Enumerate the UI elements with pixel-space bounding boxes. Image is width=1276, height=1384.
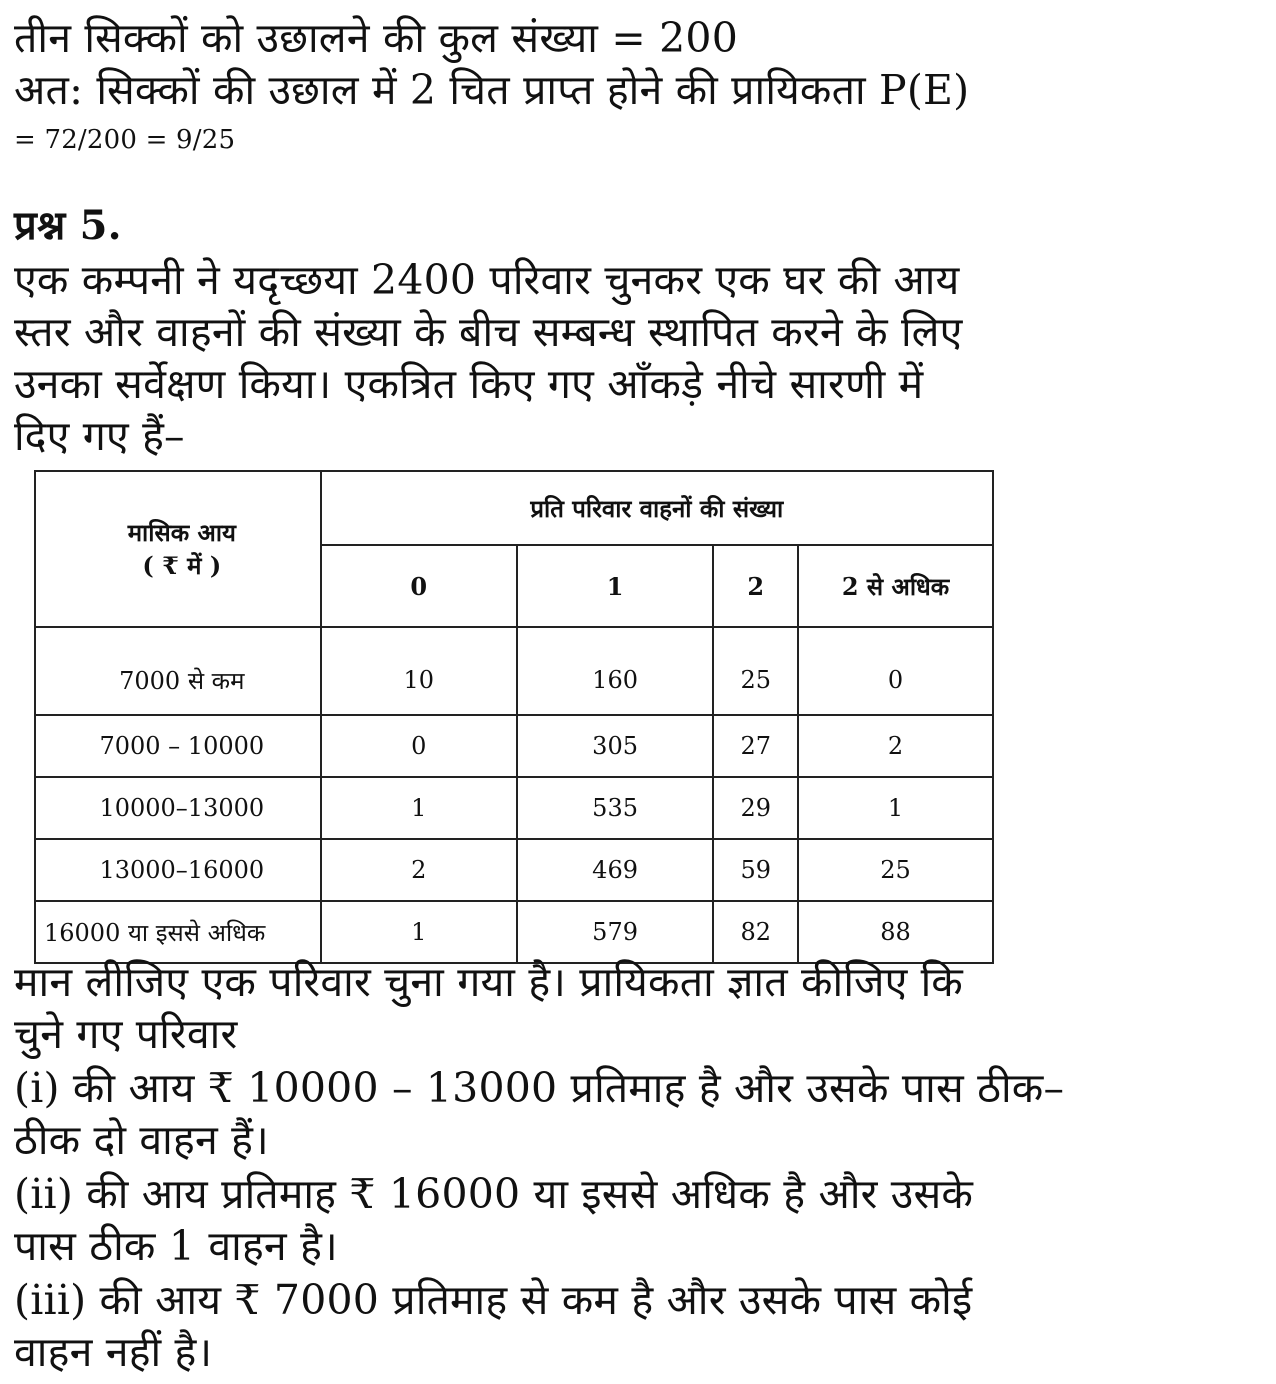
row-header-label: मासिक आय [127, 518, 236, 547]
question-para-line-1: एक कम्पनी ने यदृच्छया 2400 परिवार चुनकर एक घर की आय [14, 256, 960, 304]
table-cell: 27 [713, 715, 798, 777]
row-label: 7000 – 10000 [35, 715, 321, 777]
part-ii-line-1: (ii) की आय प्रतिमाह ₹ 16000 या इससे अधिक है और उसके [14, 1170, 974, 1218]
row-header-cell [35, 471, 321, 627]
part-ii-line-2: पास ठीक 1 वाहन है। [14, 1222, 338, 1270]
intro-line-fraction: = 72/200 = 9/25 [14, 125, 236, 155]
intro-line-probability: अत: सिक्कों की उछाल में 2 चित प्राप्त होने की प्रायिकता P(E) [14, 66, 970, 114]
table-cell: 1 [321, 777, 517, 839]
question-para-line-4: दिए गए हैं– [14, 412, 185, 460]
question-para-line-2: स्तर और वाहनों की संख्या के बीच सम्बन्ध स्थापित करने के लिए [14, 308, 963, 356]
table-row [35, 777, 993, 839]
table-cell: 579 [517, 901, 714, 963]
row-header-unit: ( ₹ में ) [142, 551, 222, 580]
after-line-2: चुने गए परिवार [14, 1010, 238, 1058]
income-vehicle-table [34, 470, 994, 964]
table-cell: 1 [798, 777, 993, 839]
table-cell: 1 [321, 901, 517, 963]
table-cell: 2 [321, 839, 517, 901]
table-cell: 25 [713, 627, 798, 715]
table-cell: 0 [798, 627, 993, 715]
row-label: 13000–16000 [35, 839, 321, 901]
part-iii-line-1: (iii) की आय ₹ 7000 प्रतिमाह से कम है और उसके पास कोई [14, 1276, 973, 1324]
table-cell: 535 [517, 777, 714, 839]
table-cell: 10 [321, 627, 517, 715]
table-cell: 305 [517, 715, 714, 777]
part-i-line-2: ठीक दो वाहन हैं। [14, 1116, 269, 1164]
row-label: 7000 से कम [35, 627, 321, 715]
row-label: 16000 या इससे अधिक [35, 901, 321, 963]
table-cell: 0 [321, 715, 517, 777]
table-cell: 2 [798, 715, 993, 777]
table-cell: 29 [713, 777, 798, 839]
question-heading: प्रश्न 5. [14, 202, 122, 249]
table-cell: 59 [713, 839, 798, 901]
table-cell: 25 [798, 839, 993, 901]
table-cell: 160 [517, 627, 714, 715]
column-header-2: 2 [713, 545, 798, 627]
table-row [35, 901, 993, 963]
part-i-line-1: (i) की आय ₹ 10000 – 13000 प्रतिमाह है और उसके पास ठीक– [14, 1064, 1065, 1112]
column-header-1: 1 [517, 545, 714, 627]
table-row [35, 839, 993, 901]
intro-line-total-tosses: तीन सिक्कों को उछालने की कुल संख्या = 200 [14, 14, 738, 62]
table-row [35, 627, 993, 715]
question-para-line-3: उनका सर्वेक्षण किया। एकत्रित किए गए आँकड़े नीचे सारणी में [14, 360, 924, 408]
after-line-1: मान लीजिए एक परिवार चुना गया है। प्रायिकता ज्ञात कीजिए कि [14, 958, 963, 1006]
column-header-0: 0 [321, 545, 517, 627]
table-cell: 82 [713, 901, 798, 963]
group-header: प्रति परिवार वाहनों की संख्या [321, 471, 993, 545]
row-label: 10000–13000 [35, 777, 321, 839]
part-iii-line-2: वाहन नहीं है। [14, 1328, 213, 1376]
column-header-more-than-2: 2 से अधिक [798, 545, 993, 627]
table-cell: 469 [517, 839, 714, 901]
table-cell: 88 [798, 901, 993, 963]
table-row [35, 715, 993, 777]
